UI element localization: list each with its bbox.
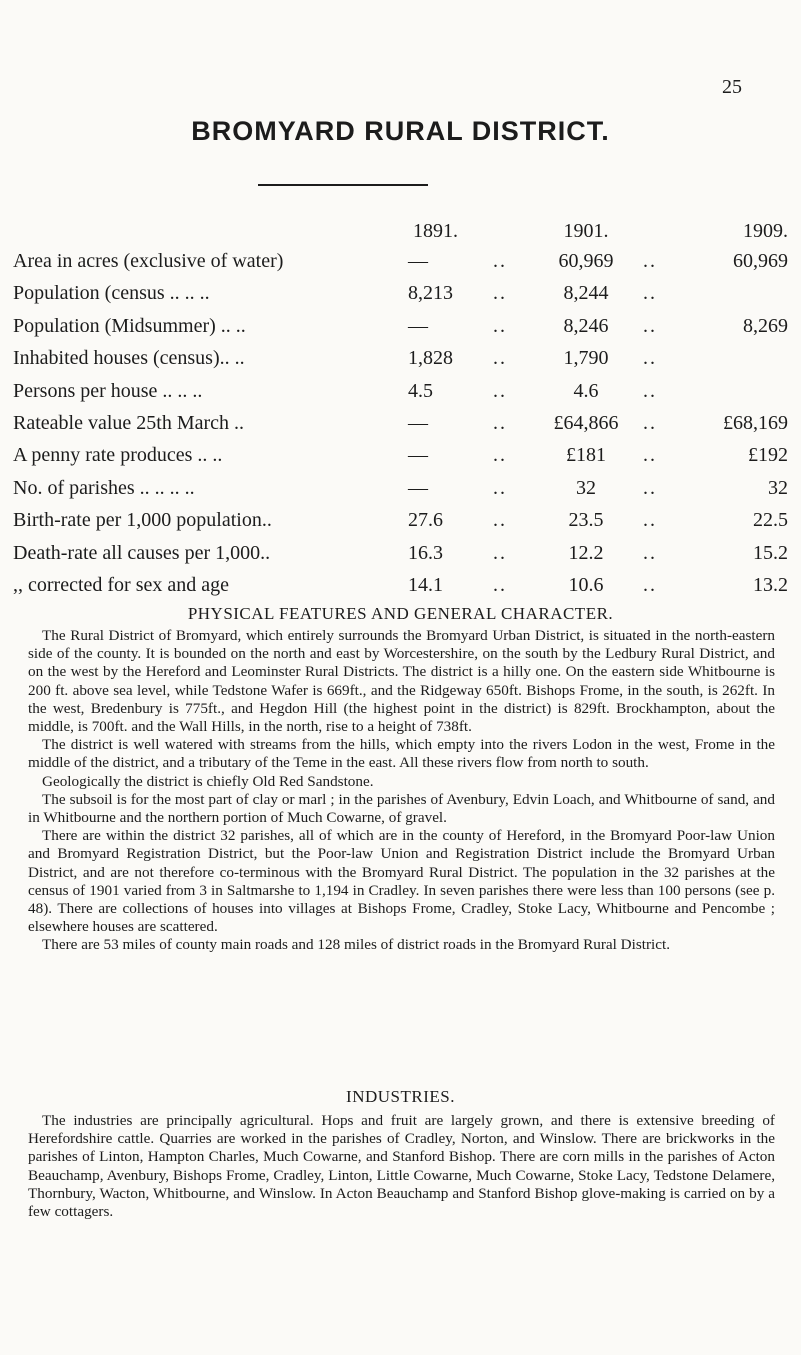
leader-dots: ..	[493, 476, 507, 499]
value-1909: 60,969	[733, 250, 788, 272]
value-1901: 32	[576, 476, 596, 499]
row-label: Population (Midsummer) .. ..	[13, 314, 246, 337]
value-1901: 8,244	[563, 282, 609, 305]
value-1891: 14.1	[408, 573, 443, 596]
value-1891: 1,828	[408, 347, 453, 370]
value-1901: £64,866	[553, 411, 619, 434]
leader-dots: ..	[643, 444, 657, 467]
row-label: Persons per house .. .. ..	[13, 379, 203, 402]
table-row	[13, 347, 788, 379]
value-1891: —	[408, 476, 428, 499]
leader-dots: ..	[493, 411, 507, 434]
value-1901: 10.6	[568, 573, 604, 596]
physical-heading: PHYSICAL FEATURES AND GENERAL CHARACTER.	[187, 604, 614, 623]
page-title: BROMYARD RURAL DISTRICT.	[191, 116, 610, 146]
value-1909: 22.5	[753, 509, 788, 532]
year-header-1909: 1909.	[743, 220, 788, 242]
leader-dots: ..	[493, 347, 507, 370]
row-label: A penny rate produces .. ..	[13, 444, 223, 467]
leader-dots: ..	[493, 379, 507, 402]
value-1891: 27.6	[408, 509, 443, 532]
paragraph: There are 53 miles of county main roads and 128 miles of district roads in the Bromyard Rural District.	[42, 936, 671, 954]
row-label: Death-rate all causes per 1,000..	[13, 541, 271, 564]
page-number: 25	[722, 76, 742, 98]
statistics-table	[13, 220, 788, 606]
leader-dots: ..	[493, 541, 507, 564]
table-row	[13, 444, 788, 476]
row-label: Inhabited houses (census).. ..	[13, 347, 245, 370]
value-1891: 4.5	[408, 379, 433, 402]
value-1901: 12.2	[568, 541, 604, 564]
year-header-1901: 1901.	[563, 220, 609, 242]
leader-dots: ..	[643, 509, 657, 532]
table-row	[13, 477, 788, 509]
table-row	[13, 574, 788, 606]
industries-heading: INDUSTRIES.	[346, 1087, 455, 1106]
table-body	[13, 250, 788, 606]
industries-text	[28, 1112, 775, 1221]
leader-dots: ..	[643, 411, 657, 434]
row-label: ,, corrected for sex and age	[13, 573, 229, 596]
value-1909: 13.2	[753, 573, 788, 596]
table-row	[13, 509, 788, 541]
physical-text	[28, 627, 775, 955]
value-1909: 15.2	[753, 541, 788, 564]
leader-dots: ..	[493, 282, 507, 305]
leader-dots: ..	[643, 282, 657, 305]
value-1901: 23.5	[568, 509, 604, 532]
paragraph: The Rural District of Bromyard, which entirely surrounds the Bromyard Urban District, is situated in the north-eastern side of the county. It is bounded on the north and east by Worcestershire, on the south by the Ledbury Rural District, and on the west by the Hereford and Leominster Rural Districts. The district is a hilly one. On the eastern side Whitbourne is 200 ft. above sea level, while Tedstone Wafer is 669ft., and the Ridgeway 650ft. Bishops Frome, in the south, is 262ft. In the west, Bredenbury is 775ft., and Hegdon Hill (the highest point in the district) is 829ft. Brockhampton, about the middle, is 700ft. and the Wall Hills, in the north, rise to a height of 738ft.	[28, 627, 775, 736]
row-label: Rateable value 25th March ..	[13, 411, 245, 434]
value-1909: £192	[748, 444, 788, 467]
value-1901: 60,969	[558, 250, 614, 272]
paragraph: Geologically the district is chiefly Old Red Sandstone.	[42, 772, 374, 790]
paragraph: The industries are principally agricultural. Hops and fruit are largely grown, and there is extensive breeding of Herefordshire cattle. Quarries are worked in the parishes of Cradley, Norton, and Winslow. There are brickworks in the parishes of Linton, Hampton Charles, Much Cowarne, and Stanford Bishop. There are corn mills in the parishes of Acton Beauchamp, Avenbury, Bishops Frome, Cradley, Linton, Little Cowarne, Much Cowarne, Stoke Lacy, Tedstone Delamere, Thornbury, Wacton, Whitbourne, and Winslow. In Acton Beauchamp and Stanford Bishop glove-making is carried on by a few cottagers.	[28, 1112, 775, 1221]
table-row	[13, 412, 788, 444]
leader-dots: ..	[493, 444, 507, 467]
year-header-1891: 1891.	[413, 220, 458, 242]
row-label: Population (census .. .. ..	[13, 282, 210, 305]
value-1891: —	[408, 411, 428, 434]
value-1909: 32	[768, 476, 788, 499]
value-1901: 8,246	[563, 314, 609, 337]
paragraph: There are within the district 32 parishes, all of which are in the county of Hereford, in the Bromyard Poor-law Union and Bromyard Registration District, but the Poor-law Union and Registration District include the Bromyard Urban District, and are not therefore co-terminous with the Bromyard Rural District. The population in the 32 parishes at the census of 1901 varied from 3 in Saltmarshe to 1,194 in Cradley. In seven parishes there were less than 100 persons (see p. 48). There are collections of houses into villages at Bishops Frome, Cradley, Stoke Lacy, Whitbourne and Pencombe ; elsewhere houses are scattered.	[28, 827, 775, 936]
leader-dots: ..	[643, 314, 657, 337]
value-1909: £68,169	[723, 411, 788, 434]
leader-dots: ..	[643, 573, 657, 596]
leader-dots: ..	[493, 573, 507, 596]
paragraph: The subsoil is for the most part of clay or marl ; in the parishes of Avenbury, Edvin Loach, and Whitbourne of sand, and in Whitbourne and the northern portion of Much Cowarne, of gravel.	[28, 790, 775, 827]
table-row	[13, 380, 788, 412]
value-1891: —	[408, 250, 428, 272]
value-1901: 1,790	[563, 347, 609, 370]
value-1891: —	[408, 444, 428, 467]
paragraph: The district is well watered with streams from the hills, which empty into the rivers Lodon in the west, Frome in the middle of the district, and a tributary of the Teme in the east. All these rivers flow from north to south.	[28, 736, 775, 772]
leader-dots: ..	[643, 347, 657, 370]
table-row	[13, 250, 788, 282]
leader-dots: ..	[643, 541, 657, 564]
leader-dots: ..	[493, 314, 507, 337]
value-1891: 16.3	[408, 541, 443, 564]
value-1901: 4.6	[573, 379, 599, 402]
row-label: No. of parishes .. .. .. ..	[13, 476, 195, 499]
leader-dots: ..	[643, 476, 657, 499]
leader-dots: ..	[643, 379, 657, 402]
table-row	[13, 282, 788, 314]
row-label: Area in acres (exclusive of water)	[13, 250, 284, 272]
value-1909: 8,269	[743, 314, 788, 337]
value-1901: £181	[566, 444, 606, 467]
table-row	[13, 315, 788, 347]
value-1891: —	[408, 314, 428, 337]
table-header	[13, 220, 788, 250]
title-rule	[258, 184, 428, 186]
table-row	[13, 542, 788, 574]
leader-dots: ..	[643, 250, 657, 272]
leader-dots: ..	[493, 509, 507, 532]
row-label: Birth-rate per 1,000 population..	[13, 509, 272, 532]
leader-dots: ..	[493, 250, 507, 272]
value-1891: 8,213	[408, 282, 453, 305]
